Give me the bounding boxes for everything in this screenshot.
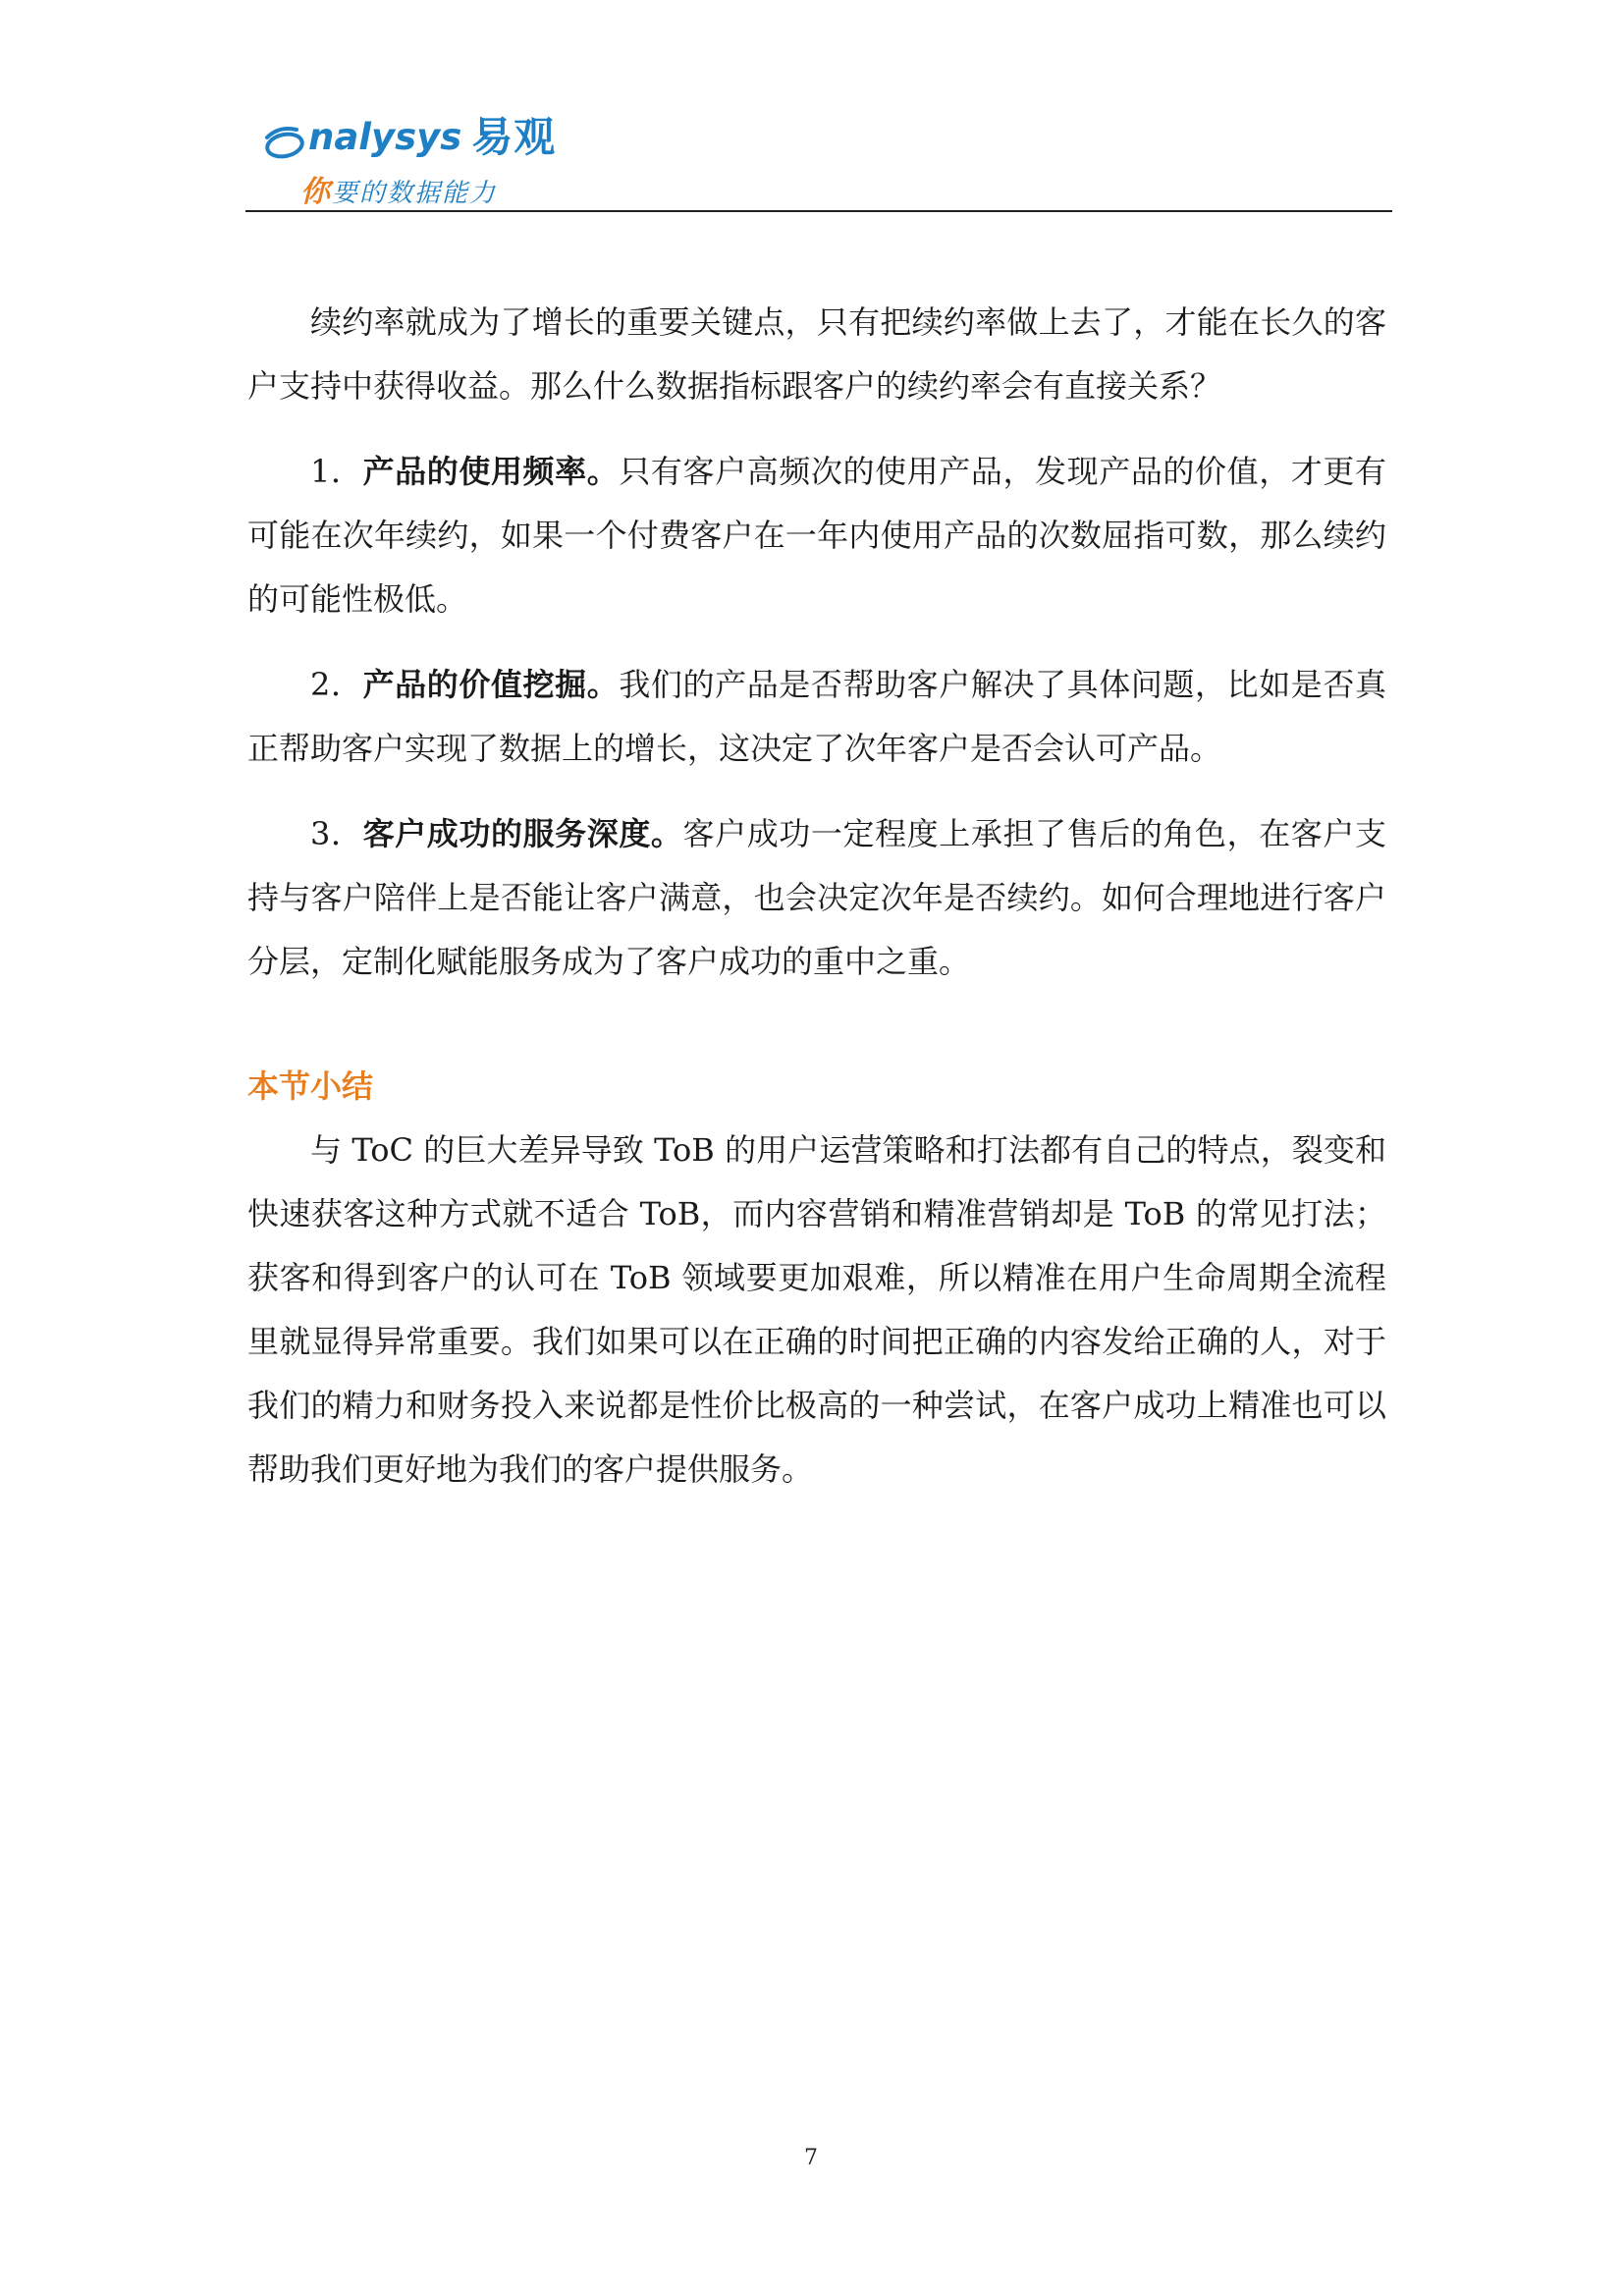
logo-chinese-text: 易观 [471, 113, 557, 161]
page-body [247, 291, 1386, 1523]
point-2-text: 我们的产品是否帮助客户解决了具体问题，比如是否真正帮助客户实现了数据上的增长，这决定了次年客户是否会认可产品。 [247, 666, 1386, 767]
point-1-text: 只有客户高频次的使用产品，发现产品的价值，才更有可能在次年续约，如果一个付费客户在一年内使用产品的次数屈指可数，那么续约的可能性极低。 [247, 453, 1386, 618]
point-1-number: 1． [310, 453, 363, 490]
logo-tagline [300, 167, 497, 210]
point-3-number: 3． [310, 815, 363, 852]
header-divider [245, 210, 1392, 212]
point-3 [247, 802, 1386, 994]
page-number: 7 [804, 2146, 818, 2170]
point-2-title: 产品的价值挖掘。 [362, 666, 620, 703]
page-header [245, 113, 1392, 214]
logo [263, 113, 557, 161]
summary-paragraph: 与 ToC 的巨大差异导致 ToB 的用户运营策略和打法都有自己的特点，裂变和快速获客这种方式就不适合 ToB，而内容营销和精准营销却是 ToB 的常见打法；获客和得到客户的认可在 ToB 领域要更加艰难，所以精准在用户生命周期全流程里就显得异常重要。我们如果可以在正确的时间把正确的内容发给正确的人，对于我们的精力和财务投入来说都是性价比极高的一种尝试，在客户成功上精准也可以帮助我们更好地为我们的客户提供服务。 [247, 1131, 1386, 1488]
point-3-title: 客户成功的服务深度。 [362, 815, 683, 852]
summary-heading: 本节小结 [247, 1067, 374, 1105]
tagline-accent: 你 [300, 175, 332, 209]
point-2 [247, 653, 1386, 781]
point-1 [247, 440, 1386, 631]
intro-paragraph: 续约率就成为了增长的重要关键点，只有把续约率做上去了，才能在长久的客户支持中获得收益。那么什么数据指标跟客户的续约率会有直接关系？ [247, 303, 1386, 405]
point-3-text: 客户成功一定程度上承担了售后的角色，在客户支持与客户陪伴上是否能让客户满意，也会决定次年是否续约。如何合理地进行客户分层，定制化赋能服务成为了客户成功的重中之重。 [247, 815, 1386, 980]
logo-latin-text: nalysys [308, 116, 462, 158]
logo-swoosh-icon [263, 124, 306, 159]
tagline-rest: 要的数据能力 [332, 179, 498, 208]
point-2-number: 2． [310, 666, 363, 703]
point-1-title: 产品的使用频率。 [362, 453, 620, 490]
